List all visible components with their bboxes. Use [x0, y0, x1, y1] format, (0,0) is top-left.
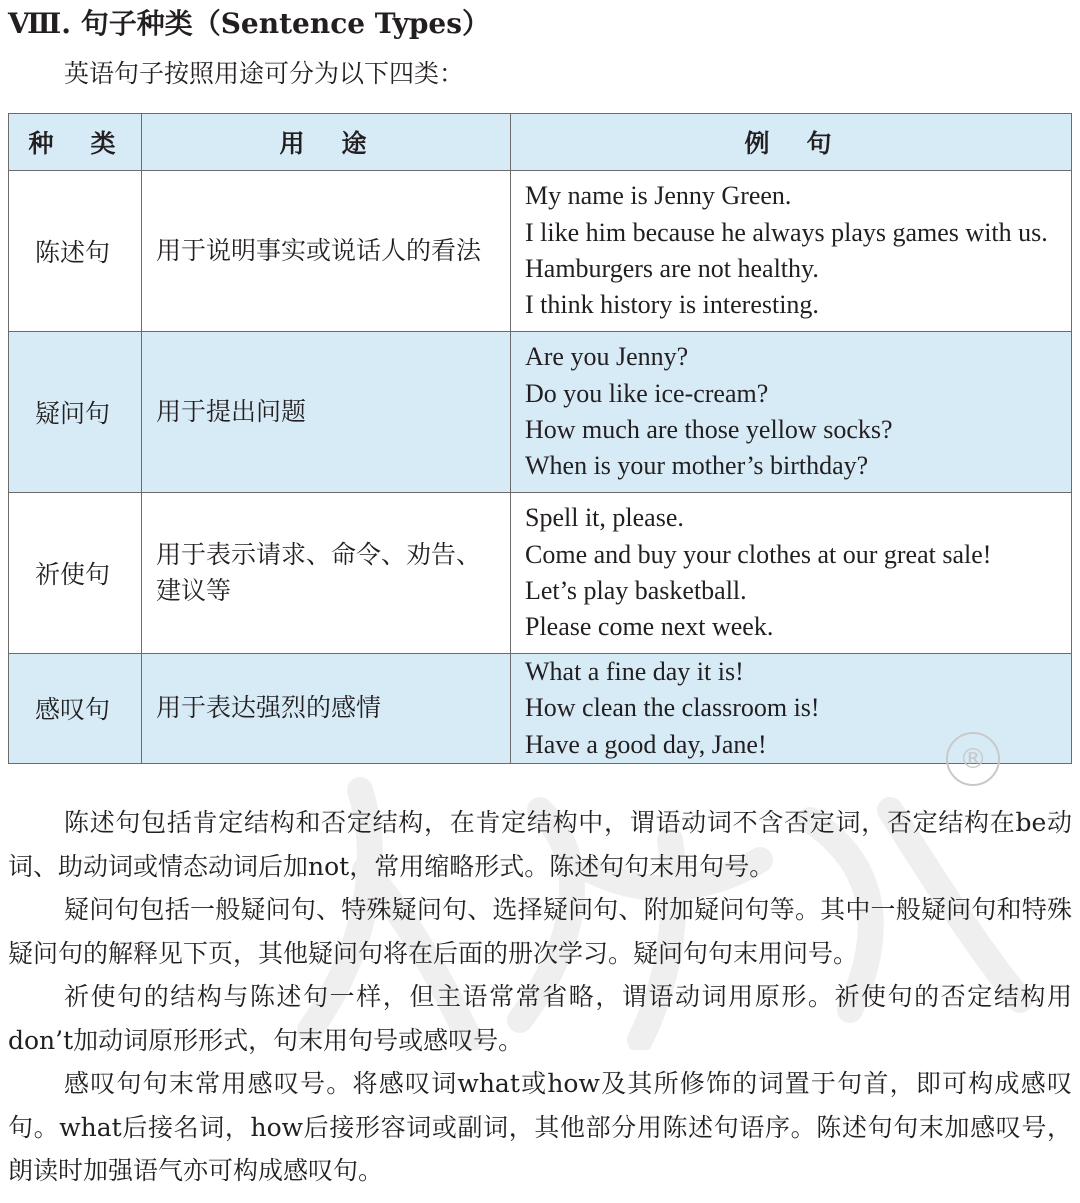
row-kind: 祈使句 [9, 493, 142, 654]
example-sentence: Come and buy your clothes at our great sale! [525, 539, 992, 569]
row-use: 用于说明事实或说话人的看法 [142, 171, 511, 332]
table-row-declarative [9, 171, 1072, 332]
explanation-text [8, 801, 1072, 1193]
example-sentence: Spell it, please. [525, 503, 684, 533]
row-use: 用于提出问题 [142, 332, 511, 493]
example-sentence: When is your mother’s birthday? [525, 451, 869, 481]
paragraph-imperative: 祈使句的结构与陈述句一样，但主语常常省略，谓语动词用原形。祈使句的否定结构用don’t加动词原形形式，句末用句号或感叹号。 [8, 982, 1072, 1055]
example-sentence: Please come next week. [525, 612, 774, 642]
intro-text: 英语句子按照用途可分为以下四类： [64, 59, 465, 88]
row-examples [511, 332, 1072, 493]
section-title: Ⅷ. 句子种类（Sentence Types） [8, 7, 490, 40]
row-examples [511, 171, 1072, 332]
example-sentence: Let’s play basketball. [525, 576, 747, 605]
example-sentence: How clean the classroom is! [525, 693, 820, 723]
header-use: 用 途 [142, 114, 511, 171]
example-sentence: I like him because he always plays games with us. [525, 217, 1048, 247]
header-examples: 例 句 [511, 114, 1072, 171]
example-sentence: Are you Jenny? [525, 342, 689, 372]
table-row-interrogative [9, 332, 1072, 493]
table-row-imperative [9, 493, 1072, 654]
row-use: 用于表示请求、命令、劝告、建议等 [142, 493, 511, 654]
row-use: 用于表达强烈的感情 [142, 654, 511, 764]
example-sentence: Hamburgers are not healthy. [525, 254, 819, 283]
paragraph-interrogative: 疑问句包括一般疑问句、特殊疑问句、选择疑问句、附加疑问句等。其中一般疑问句和特殊疑问句的解释见下页，其他疑问句将在后面的册次学习。疑问句句末用问号。 [8, 895, 1072, 968]
row-examples [511, 493, 1072, 654]
row-kind: 感叹句 [9, 654, 142, 764]
paragraph-exclamatory: 感叹句句末常用感叹号。将感叹词what或how及其所修饰的词置于句首，即可构成感叹句。what后接名词，how后接形容词或副词，其他部分用陈述句语序。陈述句句末加感叹号，朗读时加强语气亦可构成感叹句。 [8, 1069, 1072, 1185]
example-sentence: How much are those yellow socks? [525, 415, 893, 444]
registered-mark: ® [946, 732, 1000, 786]
paragraph-declarative: 陈述句包括肯定结构和否定结构，在肯定结构中，谓语动词不含否定词，否定结构在be动词、助动词或情态动词后加not，常用缩略形式。陈述句句末用句号。 [8, 808, 1072, 881]
example-sentence: I think history is interesting. [525, 290, 819, 320]
example-sentence: My name is Jenny Green. [525, 181, 792, 211]
row-kind: 陈述句 [9, 171, 142, 332]
table-row-exclamatory [9, 654, 1072, 764]
row-kind: 疑问句 [9, 332, 142, 493]
example-sentence: Do you like ice-cream? [525, 378, 769, 408]
example-sentence: What a fine day it is! [525, 657, 744, 686]
table-header-row [9, 114, 1072, 171]
sentence-types-table [8, 113, 1072, 764]
example-sentence: Have a good day, Jane! [525, 729, 767, 759]
header-kind: 种 类 [9, 114, 142, 171]
